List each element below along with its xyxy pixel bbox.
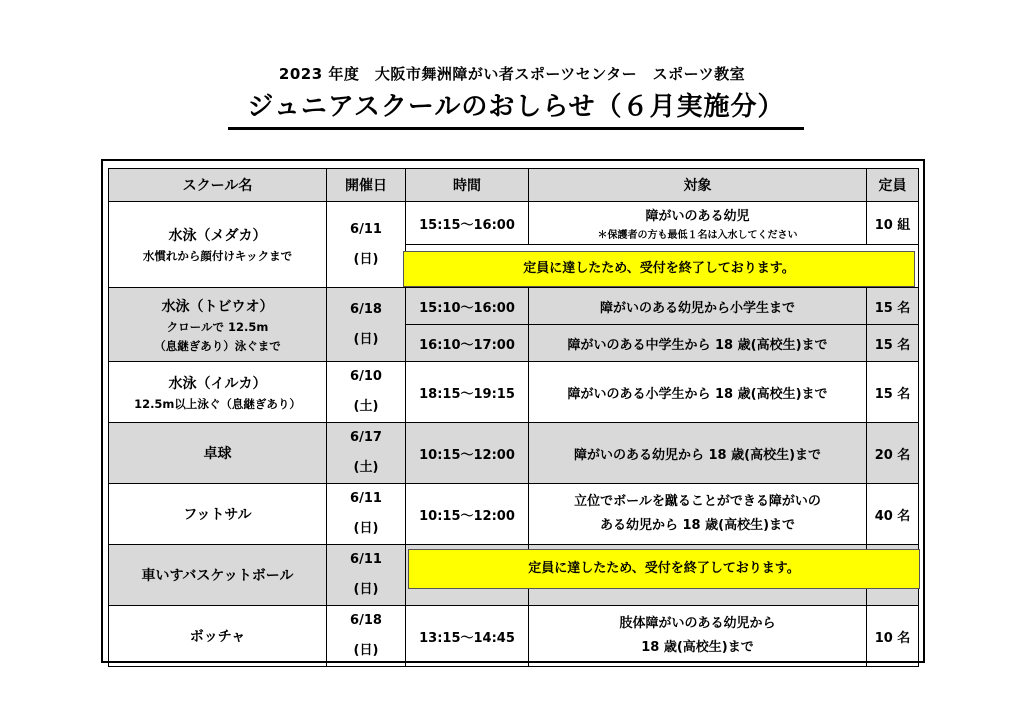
table-row	[109, 606, 919, 667]
header-time: 時間	[406, 169, 529, 202]
weekday: (日)	[353, 582, 379, 597]
target-text: 肢体障がいのある幼児から	[619, 616, 776, 631]
table-row	[109, 288, 919, 325]
school-name-cell	[109, 362, 327, 423]
date: 6/10	[350, 369, 382, 384]
school-name-cell	[109, 545, 327, 606]
target-cell: 障がいのある幼児から小学生まで	[529, 288, 867, 325]
school-name-cell	[109, 484, 327, 545]
date-cell	[327, 545, 406, 606]
target-cell	[529, 484, 867, 545]
time-cell: 16:10～17:00	[406, 325, 529, 362]
school-description: クロールで 12.5m	[166, 319, 269, 334]
school-name-cell	[109, 288, 327, 362]
capacity-cell: 15 名	[867, 362, 919, 423]
date-cell	[327, 606, 406, 667]
subtitle: 2023 年度 大阪市舞洲障がい者スポーツセンター スポーツ教室	[278, 65, 746, 83]
schedule-table	[108, 168, 919, 667]
header-school-name: スクール名	[109, 169, 327, 202]
school-name-cell	[109, 423, 327, 484]
capacity-cell: 15 名	[867, 325, 919, 362]
capacity-cell: 10 名	[867, 606, 919, 667]
capacity-cell: 40 名	[867, 484, 919, 545]
date-cell	[327, 288, 406, 362]
capacity-cell: 20 名	[867, 423, 919, 484]
weekday: (日)	[353, 643, 379, 658]
closed-banner: 定員に達したため、受付を終了しております。	[403, 251, 915, 287]
header-capacity: 定員	[867, 169, 919, 202]
target-text: ある幼児から 18 歳(高校生)まで	[599, 518, 796, 533]
school-name: 水泳（メダカ）	[168, 228, 267, 244]
header-date: 開催日	[327, 169, 406, 202]
table-header-row	[109, 169, 919, 202]
date-cell	[327, 484, 406, 545]
date: 6/17	[350, 430, 382, 445]
table-row	[109, 202, 919, 245]
target-cell: 障がいのある幼児から 18 歳(高校生)まで	[529, 423, 867, 484]
time-cell: 10:15～12:00	[406, 423, 529, 484]
capacity-cell: 15 名	[867, 288, 919, 325]
school-name: 水泳（イルカ）	[168, 375, 267, 392]
target-cell	[529, 202, 867, 245]
time-cell: 13:15～14:45	[406, 606, 529, 667]
school-name: 水泳（トビウオ）	[161, 298, 274, 315]
table-row	[109, 362, 919, 423]
target-note: ＊保護者の方も最低１名は入水してください	[597, 230, 798, 241]
weekday: (日)	[353, 251, 379, 267]
target-text: 障がいのある幼児	[645, 209, 750, 224]
weekday: (日)	[353, 331, 379, 347]
time-cell: 15:10～16:00	[406, 288, 529, 325]
time-cell: 18:15～19:15	[406, 362, 529, 423]
date-cell	[327, 202, 406, 288]
time-cell: 10:15～12:00	[406, 484, 529, 545]
date: 6/11	[350, 221, 382, 237]
date: 6/11	[350, 491, 382, 506]
target-cell	[529, 606, 867, 667]
date-cell	[327, 362, 406, 423]
school-name: ボッチャ	[189, 629, 246, 645]
table-row	[109, 484, 919, 545]
table-row	[109, 423, 919, 484]
school-name-cell	[109, 606, 327, 667]
closed-banner: 定員に達したため、受付を終了しております。	[408, 549, 920, 589]
target-cell: 障がいのある中学生から 18 歳(高校生)まで	[529, 325, 867, 362]
school-name-cell	[109, 202, 327, 288]
school-description: 12.5m以上泳ぐ（息継ぎあり）	[134, 396, 301, 411]
target-text: 立位でボールを蹴ることができる障がいの	[574, 494, 821, 509]
target-cell: 障がいのある小学生から 18 歳(高校生)まで	[529, 362, 867, 423]
header-target: 対象	[529, 169, 867, 202]
school-name: フットサル	[183, 507, 252, 523]
time-cell: 15:15～16:00	[406, 202, 529, 245]
school-name: 卓球	[203, 446, 232, 462]
school-description: （息継ぎあり）泳ぐまで	[154, 338, 281, 353]
weekday: (土)	[353, 399, 379, 414]
date: 6/18	[350, 613, 382, 628]
weekday: (日)	[353, 521, 379, 536]
target-text: 18 歳(高校生)まで	[641, 640, 754, 655]
date-cell	[327, 423, 406, 484]
school-description: 水慣れから顔付けキックまで	[142, 249, 293, 263]
capacity-cell: 10 組	[867, 202, 919, 245]
date: 6/11	[350, 552, 382, 567]
date: 6/18	[350, 301, 382, 317]
school-name: 車いすバスケットボール	[141, 568, 294, 584]
page-title: ジュニアスクールのおしらせ（６月実施分）	[228, 86, 804, 130]
weekday: (土)	[353, 460, 379, 475]
